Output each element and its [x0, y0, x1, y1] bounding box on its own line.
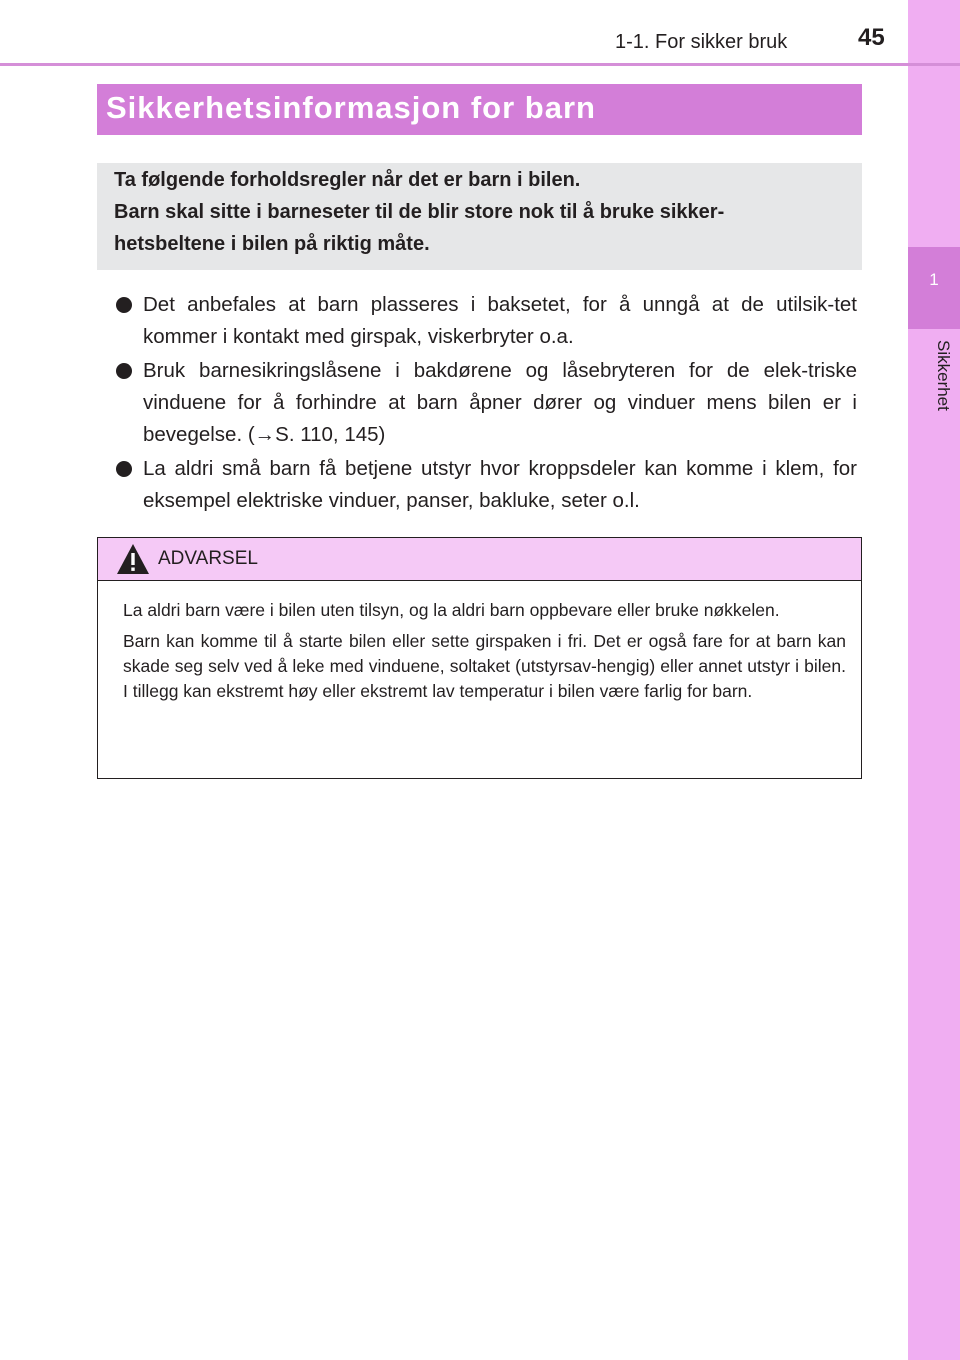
chapter-number: 1 [929, 270, 939, 289]
bullet-text: La aldri små barn få betjene utstyr hvor kroppsdeler kan komme i klem, for eksempel elektriske vinduer, panser, bakluke, seter o.l. [143, 457, 857, 512]
section-header: 1-1. For sikker bruk [615, 31, 788, 53]
page-number: 45 [858, 24, 885, 51]
bullet-text: Det anbefales at barn plasseres i baksetet, for å unngå at de utilsik-tet kommer i kontakt med girspak, viskerbryter o.a. [143, 293, 857, 348]
bullet-icon [116, 461, 132, 477]
list-item [115, 355, 857, 451]
bullet-list [115, 289, 857, 519]
intro-box [97, 163, 862, 270]
bullet-icon [116, 363, 132, 379]
warning-body [123, 598, 846, 710]
title-bar [97, 84, 862, 135]
warning-box [97, 537, 862, 779]
header-divider [0, 63, 960, 66]
intro-line: Ta følgende forholdsregler når det er barn i bilen. [114, 169, 581, 191]
warning-paragraph: La aldri barn være i bilen uten tilsyn, og la aldri barn oppbevare eller bruke nøkkelen. [123, 600, 780, 620]
warning-header [98, 538, 861, 581]
page-title: Sikkerhetsinformasjon for barn [106, 90, 596, 125]
intro-line: hetsbeltene i bilen på riktig måte. [114, 233, 430, 255]
bullet-icon [116, 297, 132, 313]
chapter-name: Sikkerhet [934, 340, 953, 411]
warning-paragraph: Barn kan komme til å starte bilen eller sette girspaken i fri. Det er også fare for at barn kan skade seg selv ved å leke med vinduene, soltaket (utstyrsav-hengig) eller annet utstyr i bilen. I tillegg kan ekstremt høy eller ekstremt lav temperatur i bilen være farlig for barn. [123, 631, 846, 701]
bullet-text: Bruk barnesikringslåsene i bakdørene og låsebryteren for de elek-triske vinduene for å forhindre at barn åpner dører og vinduer mens bilen er i bevegelse. (→S. 110, 145) [143, 359, 857, 446]
intro-line: Barn skal sitte i barneseter til de blir store nok til å bruke sikker- [114, 201, 725, 223]
list-item [115, 289, 857, 353]
list-item [115, 453, 857, 517]
warning-title: ADVARSEL [158, 548, 258, 569]
chapter-side-tab [908, 0, 960, 1360]
warning-triangle-icon [116, 543, 150, 575]
